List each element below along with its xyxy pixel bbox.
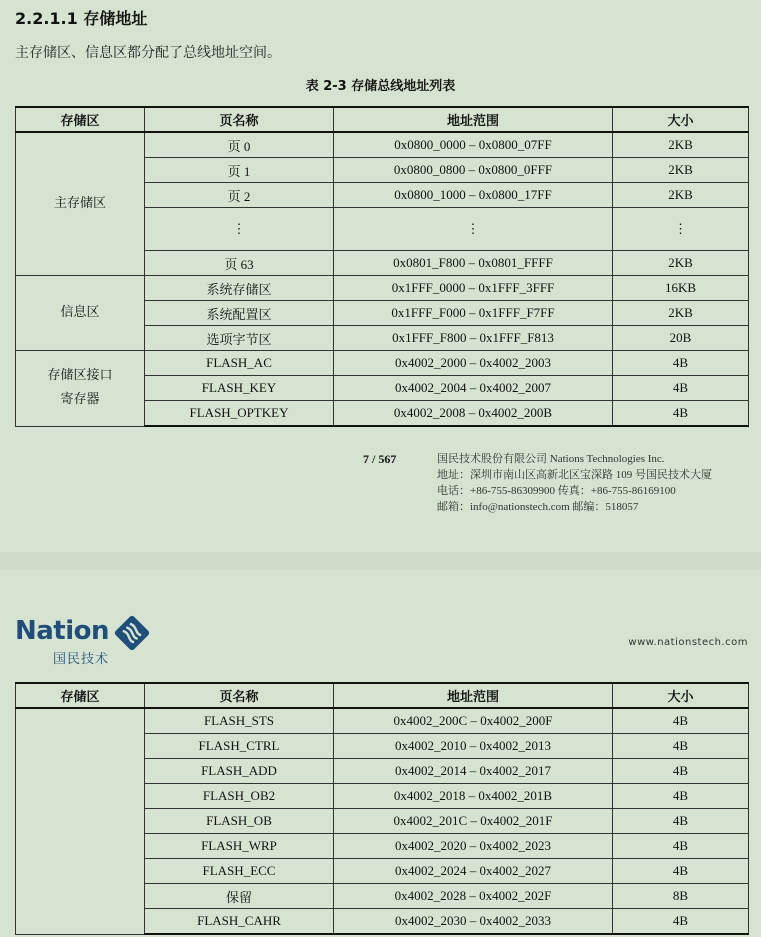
cell-page-name: FLASH_WRP	[145, 834, 334, 859]
cell-size: ⋮	[613, 208, 749, 251]
table-caption: 表 2-3 存储总线地址列表	[305, 79, 456, 94]
header-address-range: 地址范围	[334, 683, 613, 708]
cell-size: 2KB	[613, 158, 749, 183]
cell-address-range: 0x0800_1000 – 0x0800_17FF	[334, 183, 613, 208]
footer-email: 邮箱：info@nationstech.com 邮编：518057	[437, 501, 639, 513]
cell-page-name: FLASH_STS	[145, 708, 334, 734]
page-number: 7 / 567	[363, 452, 397, 466]
header-region: 存储区	[16, 683, 145, 708]
page-separator	[0, 552, 761, 570]
cell-size: 4B	[613, 734, 749, 759]
cell-address-range: ⋮	[334, 208, 613, 251]
cell-address-range: 0x1FFF_F800 – 0x1FFF_F813	[334, 326, 613, 351]
cell-address-range: 0x1FFF_F000 – 0x1FFF_F7FF	[334, 301, 613, 326]
cell-address-range: 0x4002_2008 – 0x4002_200B	[334, 401, 613, 427]
group-continued-empty	[16, 708, 145, 934]
table-row	[16, 708, 749, 734]
document-page-8	[0, 570, 761, 937]
cell-address-range: 0x4002_200C – 0x4002_200F	[334, 708, 613, 734]
cell-size: 4B	[613, 834, 749, 859]
cell-page-name: 系统存储区	[145, 276, 334, 301]
cell-address-range: 0x4002_2000 – 0x4002_2003	[334, 351, 613, 376]
footer-address: 地址：深圳市南山区高新北区宝深路 109 号国民技术大厦	[437, 469, 712, 481]
cell-page-name: FLASH_CAHR	[145, 909, 334, 935]
cell-page-name: FLASH_ECC	[145, 859, 334, 884]
cell-address-range: 0x4002_2020 – 0x4002_2023	[334, 834, 613, 859]
cell-address-range: 0x4002_2030 – 0x4002_2033	[334, 909, 613, 935]
cell-page-name: ⋮	[145, 208, 334, 251]
header-address-range: 地址范围	[334, 107, 613, 132]
cell-size: 4B	[613, 401, 749, 427]
table-header-row	[16, 107, 749, 132]
cell-page-name: 系统配置区	[145, 301, 334, 326]
company-logo	[15, 616, 155, 668]
table-row	[16, 276, 749, 301]
cell-page-name: FLASH_AC	[145, 351, 334, 376]
logo-mark-icon	[113, 614, 151, 652]
header-page-name: 页名称	[145, 107, 334, 132]
table-header-row	[16, 683, 749, 708]
table-row	[16, 132, 749, 158]
cell-address-range: 0x4002_2024 – 0x4002_2027	[334, 859, 613, 884]
cell-address-range: 0x0800_0000 – 0x0800_07FF	[334, 132, 613, 158]
cell-page-name: FLASH_OB2	[145, 784, 334, 809]
footer-company: 国民技术股份有限公司 Nations Technologies Inc.	[437, 453, 665, 465]
group-info-area: 信息区	[16, 276, 145, 351]
page-footer	[437, 451, 712, 515]
cell-size: 2KB	[613, 132, 749, 158]
footer-phone: 电话：+86-755-86309900 传真：+86-755-86169100	[437, 485, 676, 497]
cell-page-name: FLASH_CTRL	[145, 734, 334, 759]
cell-page-name: 页 1	[145, 158, 334, 183]
section-heading: 2.2.1.1 存储地址	[15, 9, 148, 28]
cell-size: 4B	[613, 708, 749, 734]
header-url: www.nationstech.com	[628, 637, 748, 648]
cell-page-name: FLASH_KEY	[145, 376, 334, 401]
header-size: 大小	[613, 107, 749, 132]
cell-page-name: 页 63	[145, 251, 334, 276]
logo-chinese-name: 国民技术	[53, 652, 110, 667]
logo-wordmark: Nation	[15, 616, 110, 646]
cell-address-range: 0x4002_2010 – 0x4002_2013	[334, 734, 613, 759]
cell-address-range: 0x0801_F800 – 0x0801_FFFF	[334, 251, 613, 276]
table-row	[16, 351, 749, 376]
cell-size: 16KB	[613, 276, 749, 301]
cell-size: 2KB	[613, 301, 749, 326]
cell-size: 20B	[613, 326, 749, 351]
cell-size: 8B	[613, 884, 749, 909]
intro-paragraph: 主存储区、信息区都分配了总线地址空间。	[15, 45, 281, 61]
cell-size: 2KB	[613, 183, 749, 208]
cell-size: 4B	[613, 809, 749, 834]
cell-page-name: 保留	[145, 884, 334, 909]
group-interface-registers	[16, 351, 145, 427]
cell-address-range: 0x0800_0800 – 0x0800_0FFF	[334, 158, 613, 183]
cell-page-name: 选项字节区	[145, 326, 334, 351]
cell-size: 4B	[613, 859, 749, 884]
cell-size: 4B	[613, 376, 749, 401]
header-page-name: 页名称	[145, 683, 334, 708]
cell-address-range: 0x4002_2004 – 0x4002_2007	[334, 376, 613, 401]
group-label-line2: 寄存器	[60, 392, 100, 408]
cell-address-range: 0x4002_2014 – 0x4002_2017	[334, 759, 613, 784]
cell-address-range: 0x4002_2028 – 0x4002_202F	[334, 884, 613, 909]
cell-page-name: FLASH_OPTKEY	[145, 401, 334, 427]
group-label-line1: 存储区接口	[47, 368, 113, 384]
cell-size: 2KB	[613, 251, 749, 276]
group-main-storage: 主存储区	[16, 132, 145, 276]
cell-size: 4B	[613, 351, 749, 376]
header-size: 大小	[613, 683, 749, 708]
header-region: 存储区	[16, 107, 145, 132]
cell-size: 4B	[613, 909, 749, 935]
cell-size: 4B	[613, 784, 749, 809]
cell-page-name: 页 2	[145, 183, 334, 208]
cell-size: 4B	[613, 759, 749, 784]
cell-address-range: 0x4002_2018 – 0x4002_201B	[334, 784, 613, 809]
cell-address-range: 0x1FFF_0000 – 0x1FFF_3FFF	[334, 276, 613, 301]
cell-address-range: 0x4002_201C – 0x4002_201F	[334, 809, 613, 834]
address-table	[15, 106, 749, 427]
cell-page-name: FLASH_OB	[145, 809, 334, 834]
cell-page-name: 页 0	[145, 132, 334, 158]
address-table-continued	[15, 682, 749, 935]
cell-page-name: FLASH_ADD	[145, 759, 334, 784]
